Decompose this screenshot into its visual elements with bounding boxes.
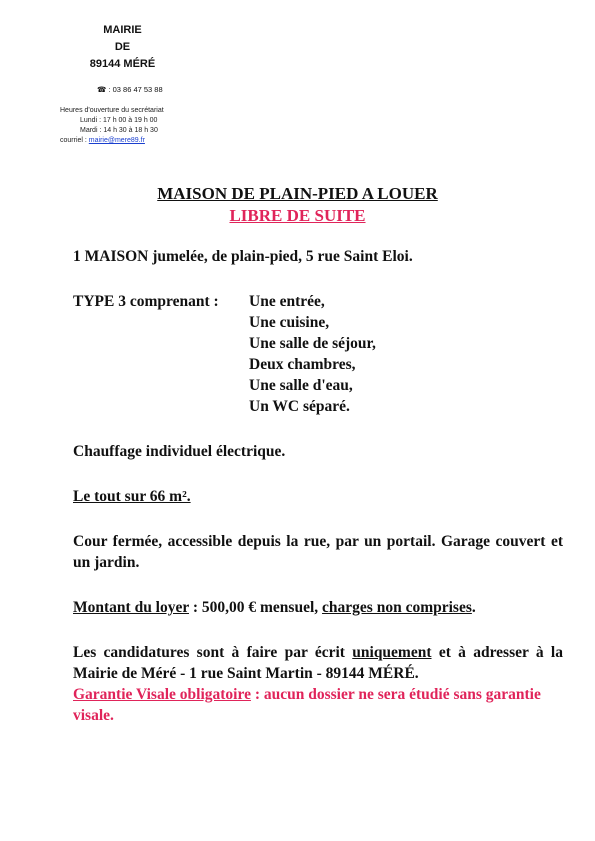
house-type-section xyxy=(73,291,563,417)
letterhead xyxy=(60,22,170,146)
room-item: Une cuisine, xyxy=(249,314,330,331)
room-item: Un WC séparé. xyxy=(249,398,350,415)
apply-text: et à adresser à la Mairie de Méré - 1 rue Saint Martin - 89144 MÉRÉ. xyxy=(73,644,563,682)
room-item: Une entrée, xyxy=(249,293,325,310)
phone-number: : 03 86 47 53 88 xyxy=(108,85,163,94)
hours-line: Lundi : 17 h 00 à 19 h 00 xyxy=(80,117,158,124)
room-item: Deux chambres, xyxy=(249,356,356,373)
mairie-line: 89144 MÉRÉ xyxy=(89,58,156,70)
surface-paragraph: Le tout sur 66 m². xyxy=(73,488,191,505)
room-item: Une salle de séjour, xyxy=(249,335,376,352)
email-label: courriel : xyxy=(60,137,89,144)
rent-paragraph xyxy=(73,597,563,618)
telephone-icon: ☎ xyxy=(97,85,107,94)
rent-end: . xyxy=(471,599,476,616)
rent-label: Montant du loyer xyxy=(73,599,189,616)
page-title: MAISON DE PLAIN-PIED A LOUER xyxy=(157,184,438,203)
email-link[interactable]: mairie@mere89.fr xyxy=(88,137,145,144)
yard-paragraph: Cour fermée, accessible depuis la rue, par un portail. Garage couvert et un jardin. xyxy=(73,533,563,571)
guarantee-label: Garantie Visale obligatoire xyxy=(73,686,251,703)
hours-title: Heures d'ouverture du secrétariat xyxy=(60,107,164,114)
hours-line: Mardi : 14 h 30 à 18 h 30 xyxy=(80,127,158,134)
announcement-title xyxy=(0,183,595,227)
application-paragraph xyxy=(73,642,563,684)
mairie-line: MAIRIE xyxy=(103,24,142,36)
apply-text: Les candidatures sont à faire par écrit xyxy=(73,644,353,661)
guarantee-text: : aucun dossier ne sera étudié sans garantie visale. xyxy=(73,686,541,724)
rent-charges: charges non comprises xyxy=(322,599,472,616)
room-item: Une salle d'eau, xyxy=(249,377,353,394)
mairie-name-block xyxy=(75,22,170,73)
mairie-line: DE xyxy=(114,41,131,53)
office-hours xyxy=(60,106,170,146)
availability-subtitle: LIBRE DE SUITE xyxy=(229,206,366,225)
email-line xyxy=(60,136,170,146)
guarantee-paragraph xyxy=(73,684,563,726)
apply-emphasis: uniquement xyxy=(352,644,432,661)
announcement-body xyxy=(73,246,563,726)
type-label: TYPE 3 comprenant : xyxy=(73,293,219,310)
rooms-list xyxy=(249,291,376,417)
intro-paragraph: 1 MAISON jumelée, de plain-pied, 5 rue Saint Eloi. xyxy=(73,248,413,265)
rent-value: : 500,00 € mensuel, xyxy=(188,599,323,616)
heating-paragraph: Chauffage individuel électrique. xyxy=(73,443,286,460)
phone-line xyxy=(97,85,170,94)
